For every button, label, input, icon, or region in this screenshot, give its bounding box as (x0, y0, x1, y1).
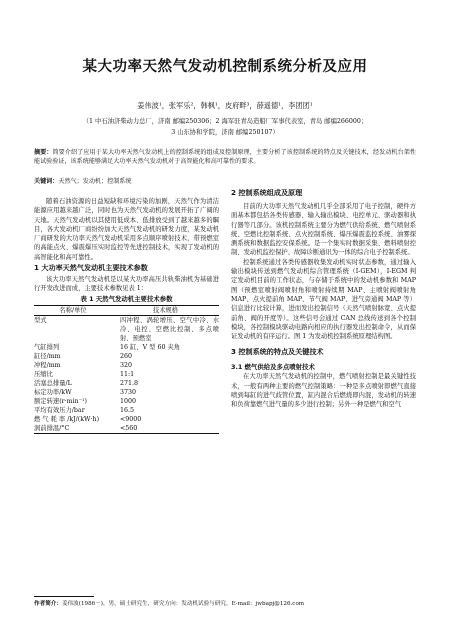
table-row (34, 352, 219, 361)
table-row (34, 397, 219, 406)
table-header-name: 名称/单位 (59, 306, 87, 314)
table-row (34, 343, 219, 352)
footnote-text: 姜伟波(1986－)，男，硕士研究生，研究方向：发动机试验与研究，E-mail：jwbapj@126.com (61, 601, 305, 607)
table-cell-spec: 1000 (120, 397, 137, 405)
table-row (34, 361, 219, 370)
intro-paragraph: 随着石油资源的日益短缺和环境污染的加剧，天然气作为清洁能源应用越来越广泛，同时也为天然气发动机的发展开拓了广阔的天地。天然气发动机以其使用低成本、低排放受到了越来越多的瞩目，各大发动机厂商纷纷加大天然气发动机的研发力度，某发动机厂商研发的大功率天然气发动机采用多点顺序喷射技术，带预燃室的高能点火、爆震爆压实时监控等先进控制技术，实现了发动机的高智能化和高可靠性。 (34, 198, 219, 261)
table-cell-name: 标定功率/kW (34, 388, 72, 396)
section-3-heading: 3 控制系统的特点及关键技术 (231, 347, 324, 357)
table-cell-name: 额定转速(r·min⁻¹) (34, 397, 88, 405)
abstract-text: 简要介绍了应用于某大功率天然气发动机上的控制系统的组成及控制原理，主要分析了该控制系统的特点及关键技术，经发动机台架性能试验验证，该系统能够满足大功率天然气发动机对于高智能化和高可靠性的要求。 (34, 149, 417, 165)
table-cell-name: 燃 气 耗 率 /kJ/(kW·h) (34, 415, 100, 423)
table-bottom-rule (34, 433, 219, 434)
abstract-label: 摘要： (34, 149, 53, 156)
table-cell-name: 活塞总排量/L (34, 379, 72, 387)
table-cell-spec: 16 缸、V 型 60 夹角 (120, 343, 181, 351)
table-cell-name: 气缸排列 (34, 343, 60, 351)
keywords (34, 176, 416, 185)
table-header-spec: 技术规格 (152, 306, 179, 314)
table-cell-name: 型式 (34, 316, 47, 324)
section-3-1-heading: 3.1 燃气供给及多点喷射技术 (231, 363, 315, 372)
table-cell-name: 平均有效压力/bar (34, 406, 85, 414)
table-row (34, 406, 219, 415)
section-3-1-text: 在大功率天然气发动机的控制中，燃气喷射控制是最关键性技术，一般有两种主要的燃气控制策略：一种是多点喷射即燃气直接喷到每缸的进气歧管位置，缸内混合后燃烧即内混，发动机的转速和负荷靠燃气进气量的多少进行控制；另外一种是燃气和空气 (231, 373, 416, 409)
table-cell-spec: 11:1 (120, 370, 135, 378)
table-cell-spec: 271.8 (120, 379, 139, 387)
table-cell-name: 缸径/mm (34, 352, 61, 360)
footnote (34, 599, 416, 607)
section-2-paragraph-1: 目前的大功率天然气发动机几乎全部采用了电子控制，硬件方面基本都包括各类传感器、输入输出模块、电控单元、驱动器和执行器等几部分。该机控制系统主要分为燃气供给系统、燃气喷射系统、空燃比控制系统、点火控制系统、爆压爆震监控系统、油雾探测系统和数据监控安保系统。是一个集实时数据采集、燃料喷射控制、发动机监控保护、故障诊断通讯为一体的综合电子控制系统。 (231, 203, 416, 257)
left-column (34, 197, 219, 434)
abstract (34, 149, 416, 167)
footnote-rule (34, 596, 94, 597)
footnote-label: 作者简介： (34, 601, 62, 607)
keywords-label: 关键词： (34, 178, 59, 185)
table-caption: 表 1 天然气发动机主要技术参数 (80, 294, 173, 303)
table-cell-spec: 四冲程、涡轮增压、空气中冷、水冷、电控、空燃比控制、多点喷射、预燃室 (120, 316, 219, 342)
affiliation-line-2: 3 山东协和学院，济南 邮编250107） (171, 129, 279, 136)
section-2-paragraph-2: 控制系统通过各类传感器收集发动机实时状态参数，通过输入输出模块传送到燃气发动机综合管理系统（I-GEM），I-EGM 判定发动机目前的工作状态，与存储于系统中的发动机参数和 MAP 图（预燃室喷射阀喷射角和喷射持续期 MAP、主喷射阀喷射角 MAP、点火提前角 MAP、节气阀 MAP、进气旁通阀 MAP 等）信息进行比较计算，进而发出控制信号（天然气喷射脉宽、点火提前角、阀的开度等）。这些信号会通过 CAN 总线传送到各个控制模块，各控制模块驱动电路向相应的执行器发出控制命令，从而保证发动机的有序运行。图 1 为发动机控制系统原理结构图。 (231, 258, 416, 341)
table-cell-spec: <9000 (120, 415, 142, 423)
section-2-heading: 2 控制系统组成及原理 (231, 188, 303, 197)
table-cell-name: 压缩比 (34, 370, 53, 378)
table-cell-spec: 320 (120, 361, 133, 369)
table-cell-name: 冲程/mm (34, 361, 61, 369)
keywords-text: 天然气；发动机；控制系统 (58, 178, 132, 185)
table-header-row (34, 306, 219, 315)
spec-table (34, 306, 219, 433)
spec-table-body (34, 316, 219, 433)
right-column (231, 187, 416, 410)
table-row (34, 316, 219, 343)
table-row (34, 388, 219, 397)
section-1-heading: 1 大功率天然气发动机主要技术参数 (34, 263, 148, 273)
table-cell-spec: <560 (120, 424, 138, 432)
paper-title: 某大功率天然气发动机控制系统分析及应用 (82, 59, 368, 75)
table-row (34, 370, 219, 379)
author-list: 姜伟波¹，张军乐²，韩枫¹，皮府畔³，薛遥德¹，李团团¹ (137, 101, 313, 110)
section-1-text: 该大功率天然气发动机是以某大功率高压共轨柴油机为基础进行开发改进而成，主要技术参数见表 1： (34, 276, 219, 293)
table-row (34, 415, 219, 424)
table-cell-spec: 3730 (120, 388, 137, 396)
table-cell-spec: 16.5 (120, 406, 135, 414)
table-cell-spec: 260 (120, 352, 133, 360)
affiliation-line-1: （1 中石油济柴动力总厂，济南 邮编250306；2 海军驻青岛造船厂军事代表室，青岛 邮编266000； (82, 118, 368, 125)
table-row (34, 424, 219, 433)
table-cell-name: 涡前排温/°C (34, 424, 70, 432)
table-row (34, 379, 219, 388)
